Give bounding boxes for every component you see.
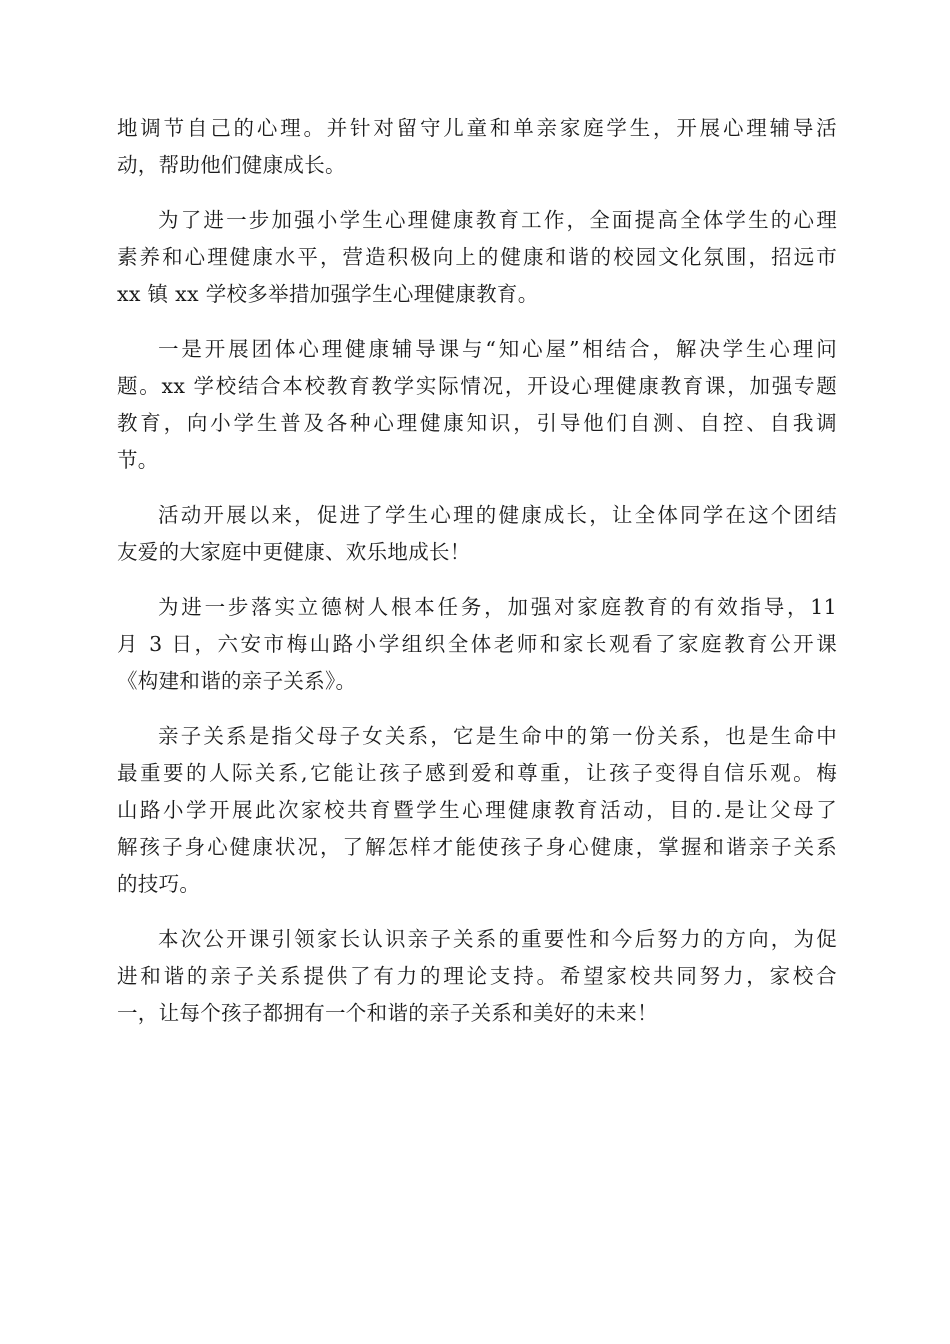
text-line: 进和谐的亲子关系提供了有力的理论支持。希望家校共同努力，家校合 bbox=[117, 964, 837, 988]
text-line: 月 3 日，六安市梅山路小学组织全体老师和家长观看了家庭教育公开课 bbox=[117, 632, 837, 656]
text-line: xx 镇 xx 学校多举措加强学生心理健康教育。 bbox=[117, 282, 539, 306]
paragraph bbox=[117, 497, 837, 571]
paragraph bbox=[117, 202, 837, 313]
text-line: 一，让每个孩子都拥有一个和谐的亲子关系和美好的未来！ bbox=[117, 1001, 658, 1025]
text-line: 为了进一步加强小学生心理健康教育工作，全面提高全体学生的心理 bbox=[158, 208, 837, 232]
text-line: 山路小学开展此次家校共育暨学生心理健康教育活动，目的.是让父母了 bbox=[117, 798, 837, 822]
text-line: 亲子关系是指父母子女关系，它是生命中的第一份关系，也是生命中 bbox=[158, 724, 837, 748]
text-line: 节。 bbox=[117, 448, 159, 472]
paragraph bbox=[117, 110, 837, 184]
text-line: 解孩子身心健康状况，了解怎样才能使孩子身心健康，掌握和谐亲子关系 bbox=[117, 835, 837, 859]
text-line: 教育，向小学生普及各种心理健康知识，引导他们自测、自控、自我调 bbox=[117, 411, 837, 435]
text-line: 一是开展团体心理健康辅导课与“知心屋”相结合，解决学生心理问 bbox=[158, 337, 837, 361]
text-line: 地调节自己的心理。并针对留守儿童和单亲家庭学生，开展心理辅导活 bbox=[117, 116, 837, 140]
text-line: 《构建和谐的亲子关系》。 bbox=[117, 669, 357, 693]
paragraph bbox=[117, 718, 837, 903]
text-line: 本次公开课引领家长认识亲子关系的重要性和今后努力的方向，为促 bbox=[158, 927, 837, 951]
text-line: 素养和心理健康水平，营造积极向上的健康和谐的校园文化氛围，招远市 bbox=[117, 245, 837, 269]
paragraph bbox=[117, 921, 837, 1032]
paragraph bbox=[117, 589, 837, 700]
text-line: 为进一步落实立德树人根本任务，加强对家庭教育的有效指导，11 bbox=[158, 595, 837, 619]
text-line: 最重要的人际关系,它能让孩子感到爱和尊重，让孩子变得自信乐观。梅 bbox=[117, 761, 837, 785]
text-line: 动，帮助他们健康成长。 bbox=[117, 153, 346, 177]
text-line: 活动开展以来，促进了学生心理的健康成长，让全体同学在这个团结 bbox=[158, 503, 837, 527]
text-line: 题。xx 学校结合本校教育教学实际情况，开设心理健康教育课，加强专题 bbox=[117, 374, 837, 398]
paragraph bbox=[117, 331, 837, 479]
document-body bbox=[117, 110, 837, 1050]
text-line: 的技巧。 bbox=[117, 872, 201, 896]
text-line: 友爱的大家庭中更健康、欢乐地成长！ bbox=[117, 540, 471, 564]
